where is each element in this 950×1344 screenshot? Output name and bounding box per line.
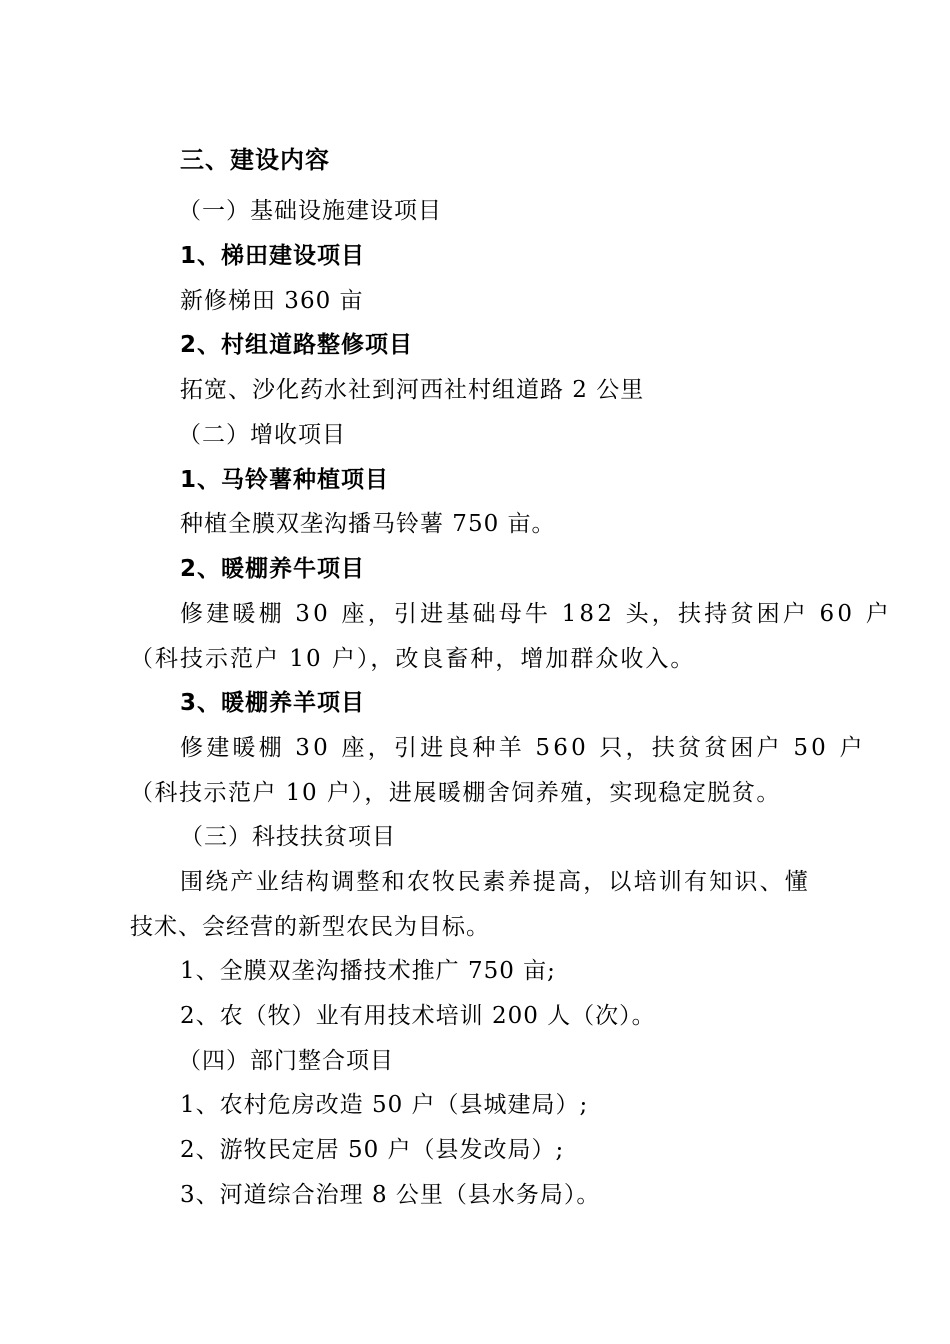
subsection-title-1: （一）基础设施建设项目 — [178, 198, 442, 224]
item-text: 修建暖棚 30 座，引进良种羊 560 只，扶贫贫困户 50 户 — [180, 735, 866, 761]
item-text: 修建暖棚 30 座，引进基础母牛 182 头，扶持贫困户 60 户 — [180, 601, 892, 627]
item-text: 拓宽、沙化药水社到河西社村组道路 2 公里 — [180, 377, 645, 403]
item-title: 1、梯田建设项目 — [180, 243, 366, 269]
item-text: 新修梯田 360 亩 — [180, 288, 364, 314]
subsection-title-4: （四）部门整合项目 — [178, 1048, 394, 1074]
list-item: 1、农村危房改造 50 户（县城建局）; — [180, 1092, 589, 1118]
list-item: 2、游牧民定居 50 户（县发改局）; — [180, 1137, 565, 1163]
item-text: （科技示范户 10 户），改良畜种，增加群众收入。 — [130, 646, 696, 672]
list-item: 3、河道综合治理 8 公里（县水务局）。 — [180, 1182, 601, 1208]
item-title: 3、暖棚养羊项目 — [180, 690, 366, 716]
item-title: 2、村组道路整修项目 — [180, 332, 414, 358]
section-heading: 三、建设内容 — [180, 146, 330, 174]
item-title: 2、暖棚养牛项目 — [180, 556, 366, 582]
paragraph-text: 围绕产业结构调整和农牧民素养提高，以培训有知识、懂 — [180, 869, 810, 895]
item-text: （科技示范户 10 户），进展暖棚舍饲养殖，实现稳定脱贫。 — [130, 780, 781, 806]
paragraph-text: 技术、会经营的新型农民为目标。 — [130, 914, 490, 940]
item-title: 1、马铃薯种植项目 — [180, 467, 390, 493]
list-item: 2、农（牧）业有用技术培训 200 人（次）。 — [180, 1003, 656, 1029]
list-item: 1、全膜双垄沟播技术推广 750 亩; — [180, 958, 556, 984]
subsection-title-2: （二）增收项目 — [178, 422, 346, 448]
subsection-title-3: （三）科技扶贫项目 — [180, 824, 396, 850]
item-text: 种植全膜双垄沟播马铃薯 750 亩。 — [180, 511, 556, 537]
